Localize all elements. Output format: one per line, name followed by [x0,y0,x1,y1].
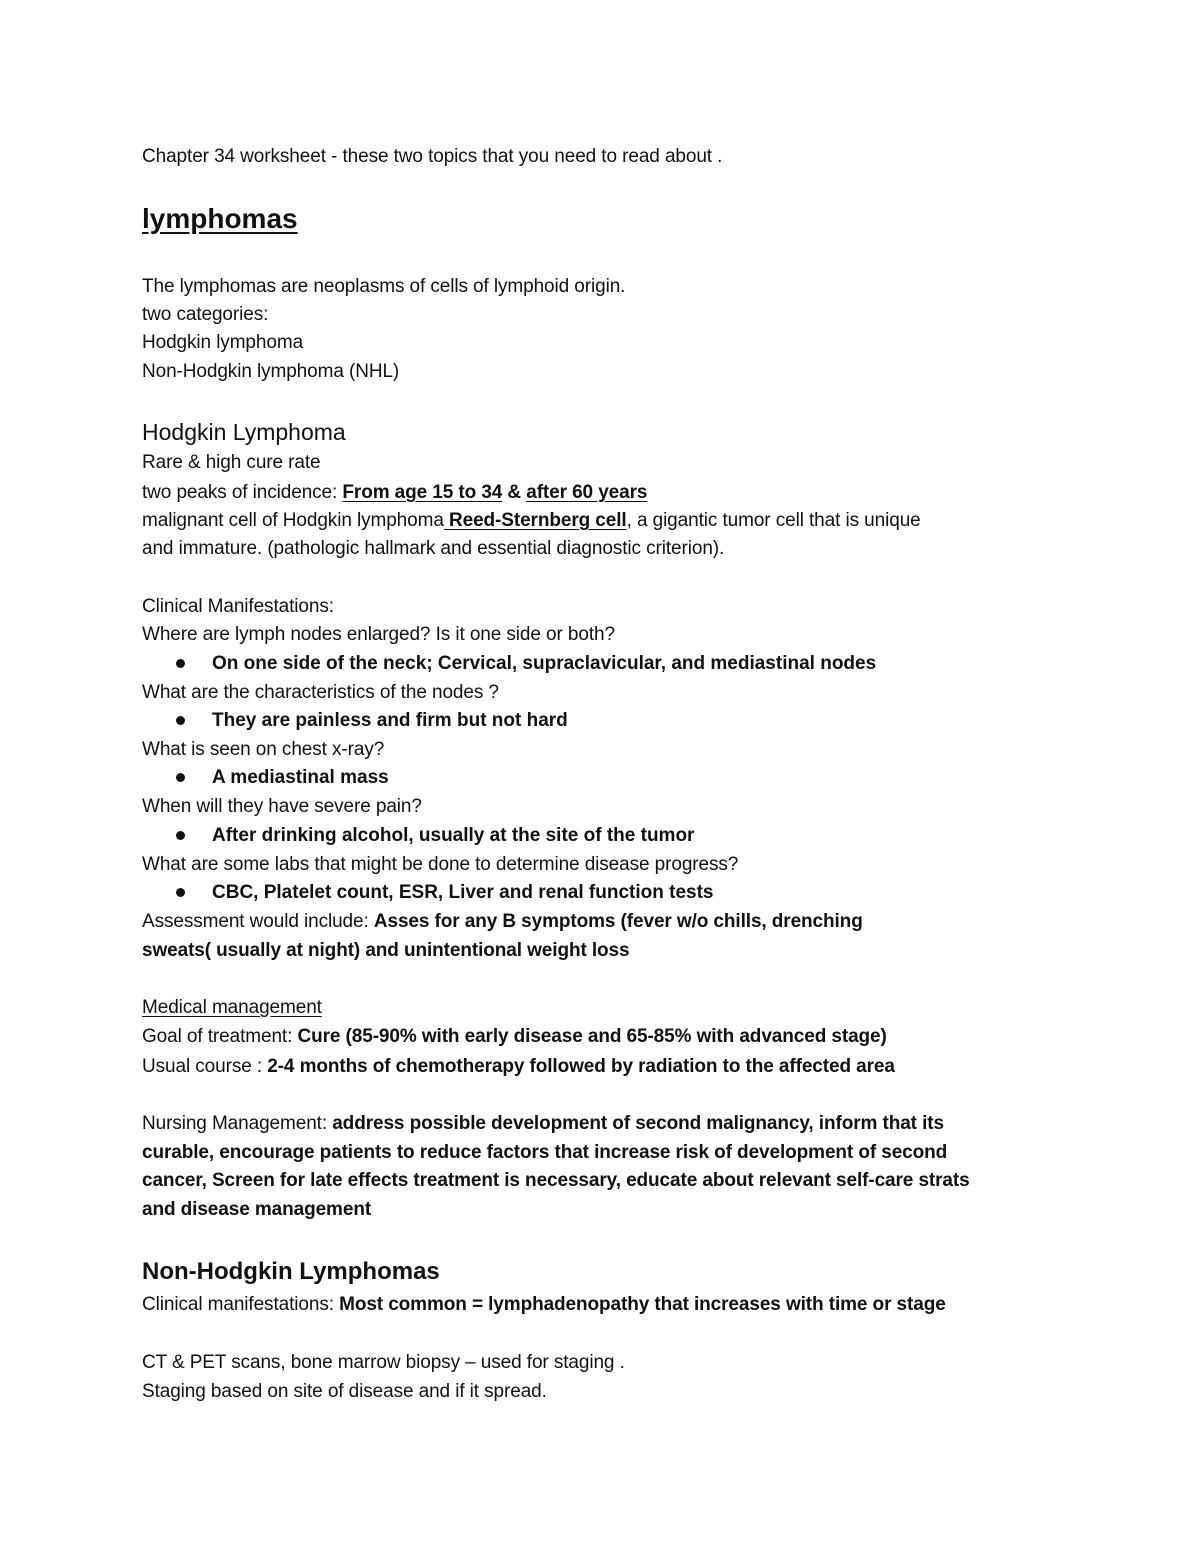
cell-prefix: malignant cell of Hodgkin lymphoma [142,510,444,531]
peak-two: after 60 years [526,482,648,503]
goal-prefix: Goal of treatment: [142,1026,298,1047]
peaks-prefix: two peaks of incidence: [142,482,343,503]
answer-2: They are painless and firm but not hard [212,710,568,731]
answer-1: On one side of the neck; Cervical, supraclavicular, and mediastinal nodes [212,653,877,674]
nhl-heading: Non-Hodgkin Lymphomas [142,1258,440,1285]
page-title: lymphomas [142,203,298,234]
nursing-line-3: cancer, Screen for late effects treatment is necessary, educate about relevant self-care strats [142,1170,970,1191]
assessment-prefix: Assessment would include: [142,911,374,932]
cell-line-2: and immature. (pathologic hallmark and essential diagnostic criterion). [142,538,725,559]
rare-line: Rare & high cure rate [142,452,321,473]
nhl-clinical-prefix: Clinical manifestations: [142,1294,340,1315]
peaks-line [142,481,647,505]
clinical-label: Clinical Manifestations: [142,596,334,617]
bullet-dot [176,888,185,897]
cell-suffix: , a gigantic tumor cell that is unique [626,510,921,531]
definition-line: The lymphomas are neoplasms of cells of lymphoid origin. [142,276,626,297]
category-nhl: Non-Hodgkin lymphoma (NHL) [142,361,400,382]
bullet-dot [176,773,185,782]
answer-4: After drinking alcohol, usually at the site of the tumor [212,825,695,846]
course-prefix: Usual course : [142,1056,268,1077]
course-bold: 2-4 months of chemotherapy followed by radiation to the affected area [267,1056,895,1077]
question-2: What are the characteristics of the nodes ? [142,682,499,703]
assessment-line [142,910,863,934]
medical-management-label: Medical management [142,997,322,1018]
question-3: What is seen on chest x-ray? [142,739,385,760]
intro-line: Chapter 34 worksheet - these two topics that you need to read about . [142,146,723,167]
question-1: Where are lymph nodes enlarged? Is it one side or both? [142,624,615,645]
reed-sternberg-term: Reed-Sternberg cell [443,510,627,531]
goal-line [142,1025,887,1049]
nhl-clinical-bold: Most common = lymphadenopathy that increases with time or stage [339,1294,946,1315]
question-4: When will they have severe pain? [142,796,422,817]
answer-5: CBC, Platelet count, ESR, Liver and renal function tests [212,882,714,903]
assessment-line-2: sweats( usually at night) and unintentional weight loss [142,940,630,961]
nursing-line-4: and disease management [142,1199,372,1220]
categories-label: two categories: [142,304,269,325]
bullet-dot [176,716,185,725]
nursing-line [142,1112,944,1136]
bullet-dot [176,831,185,840]
nursing-line-2: curable, encourage patients to reduce factors that increase risk of development of second [142,1142,948,1163]
answer-3: A mediastinal mass [212,767,389,788]
goal-bold: Cure (85-90% with early disease and 65-85% with advanced stage) [297,1026,887,1047]
hodgkin-heading: Hodgkin Lymphoma [142,419,346,445]
cell-line [142,509,921,533]
staging-line: Staging based on site of disease and if it spread. [142,1381,547,1402]
nhl-clinical-line [142,1293,946,1317]
course-line [142,1055,895,1079]
peak-one: From age 15 to 34 [342,482,503,503]
nursing-bold: address possible development of second malignancy, inform that its [332,1113,944,1134]
assessment-bold: Asses for any B symptoms (fever w/o chills, drenching [373,911,863,932]
bullet-dot [176,659,185,668]
category-hodgkin: Hodgkin lymphoma [142,332,304,353]
peaks-ampersand: & [502,482,527,503]
nursing-prefix: Nursing Management: [142,1113,333,1134]
question-5: What are some labs that might be done to determine disease progress? [142,854,739,875]
ct-line: CT & PET scans, bone marrow biopsy – used for staging . [142,1352,625,1373]
